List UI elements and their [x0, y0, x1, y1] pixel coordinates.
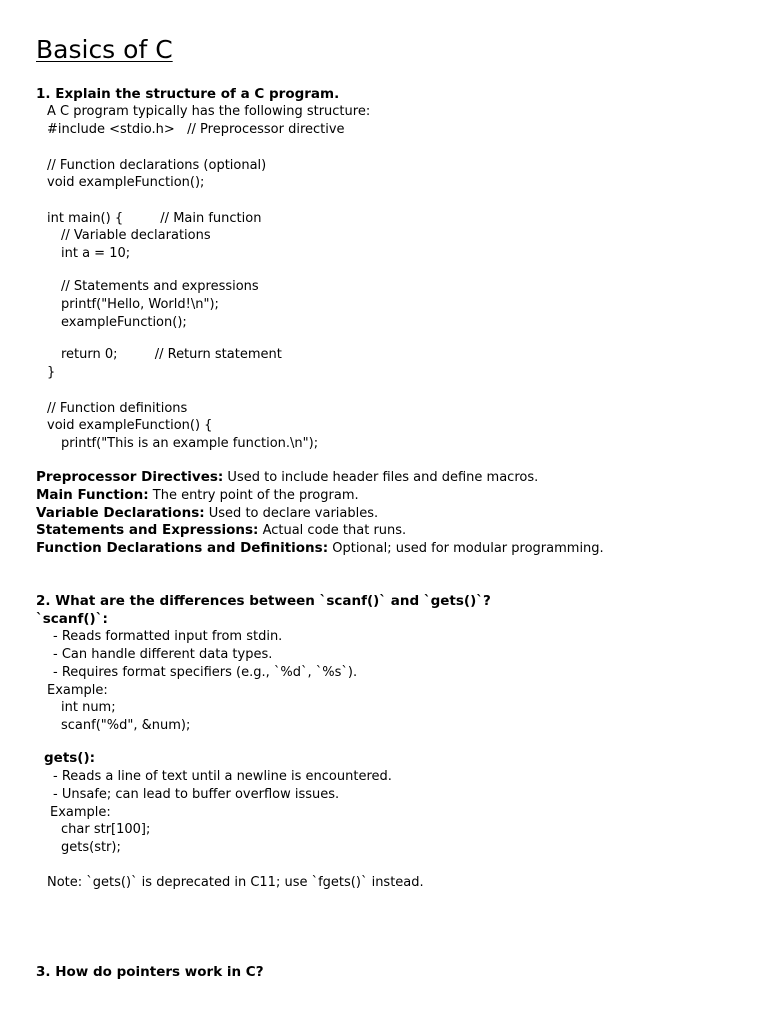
scanf-label: `scanf()`: [36, 611, 108, 627]
code-line: #include <stdio.h> // Preprocessor directive [47, 122, 345, 137]
example-label: Example: [47, 683, 108, 698]
definition-term: Function Declarations and Definitions: [36, 540, 329, 556]
definition-term: Main Function: [36, 487, 149, 503]
question-1-heading: 1. Explain the structure of a C program. [36, 86, 340, 102]
code-line: void exampleFunction() { [47, 418, 213, 433]
definition-item [36, 505, 378, 522]
code-line: printf("Hello, World!\n"); [61, 297, 219, 312]
code-line: exampleFunction(); [61, 315, 187, 330]
definition-item [36, 469, 538, 486]
code-line: // Function declarations (optional) [47, 158, 267, 173]
page-title: Basics of C [36, 35, 173, 64]
q1-intro: A C program typically has the following structure: [47, 104, 371, 119]
code-line: printf("This is an example function.\n"); [61, 436, 319, 451]
code-line: int main() { // Main function [47, 211, 262, 226]
code-line: scanf("%d", &num); [61, 718, 191, 733]
definition-term: Preprocessor Directives: [36, 469, 224, 485]
definition-desc: Actual code that runs. [258, 523, 407, 538]
bullet-item: - Can handle different data types. [53, 647, 273, 662]
definition-desc: Used to include header files and define macros. [223, 470, 539, 485]
code-line: void exampleFunction(); [47, 175, 205, 190]
definition-item [36, 540, 604, 557]
definition-item [36, 522, 406, 539]
definition-term: Statements and Expressions: [36, 522, 259, 538]
code-line: char str[100]; [61, 822, 151, 837]
code-line: // Variable declarations [61, 228, 211, 243]
gets-label: gets(): [44, 750, 96, 766]
example-label: Example: [50, 805, 111, 820]
bullet-item: - Reads a line of text until a newline is encountered. [53, 769, 392, 784]
definition-desc: Used to declare variables. [204, 506, 379, 521]
question-2-heading: 2. What are the differences between `scanf()` and `gets()`? [36, 593, 491, 609]
code-line: // Statements and expressions [61, 279, 259, 294]
code-line: int a = 10; [61, 246, 131, 261]
definition-desc: The entry point of the program. [148, 488, 359, 503]
code-line: int num; [61, 700, 116, 715]
definition-item [36, 487, 359, 504]
bullet-item: - Unsafe; can lead to buffer overflow issues. [53, 787, 340, 802]
question-3-heading: 3. How do pointers work in C? [36, 964, 264, 980]
code-line: // Function definitions [47, 401, 188, 416]
definition-term: Variable Declarations: [36, 505, 205, 521]
code-line: return 0; // Return statement [61, 347, 282, 362]
code-line: } [47, 365, 56, 380]
definition-desc: Optional; used for modular programming. [328, 541, 604, 556]
bullet-item: - Requires format specifiers (e.g., `%d`, `%s`). [53, 665, 358, 680]
code-line: gets(str); [61, 840, 121, 855]
note-text: Note: `gets()` is deprecated in C11; use `fgets()` instead. [47, 875, 424, 890]
bullet-item: - Reads formatted input from stdin. [53, 629, 283, 644]
